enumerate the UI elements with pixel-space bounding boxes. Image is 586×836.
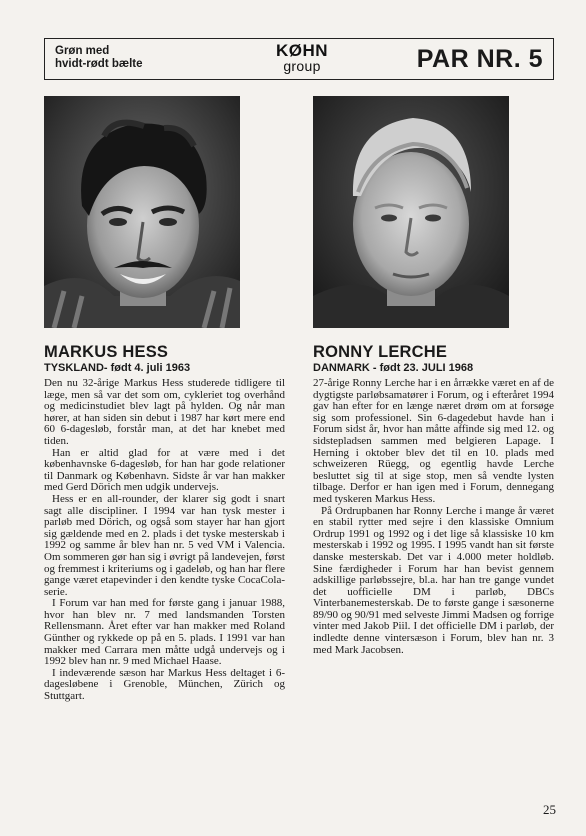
page-number: 25 [543, 802, 556, 817]
color-note [55, 45, 215, 71]
left-rider-name: MARKUS HESS [44, 343, 169, 361]
logo-bottom-text: group [283, 58, 321, 74]
right-rider-name: RONNY LERCHE [313, 343, 448, 361]
color-note-line2: hvidt-rødt bælte [55, 58, 143, 70]
right-bio-paragraph: 27-årige Ronny Lerche har i en årrække været en af de dygtigste parløbsamatører i Forum, og i efteråret 1994 gav han efter for en længe næret drøm om at forsøge sig som professionel. Sin 6-dagedebut havde han i Forum sidst år, hvor han måtte affinde sig med 12. og sidstepladsen sammen med belgieren Lapage. I Herning i oktober blev det til en 10. plads med schweizeren Rüegg, og egentlig havde Lerche besluttet sig til at sige stop, men så vendte lysten tilbage. Derfor er han igen med i Forum, dennegang med tyskeren Markus Hess. [313, 377, 554, 505]
right-rider-subtitle: DANMARK - født 23. JULI 1968 [313, 362, 474, 374]
left-bio-paragraph: I Forum var han med for første gang i januar 1988, hvor han blev nr. 7 med landsmanden Torsten Rellensmann. Året efter var han makker med Roland Günther og rykkede op på en 5. plads. I 1991 var han makker med Carrara men måtte udgå undervejs og i 1992 blev han nr. 9 med Michael Haase. [44, 597, 285, 668]
left-bio-paragraph: Han er altid glad for at være med i det københavnske 6-dagesløb, for han har gode relationer til Danmark og København. Sidste år var han makker med Gerd Dörich men udgik undervejs. [44, 446, 285, 494]
kohn-group-logo [267, 42, 337, 73]
pair-number: PAR NR. 5 [416, 45, 543, 73]
left-bio-paragraph: Den nu 32-årige Markus Hess studerede tidligere til læge, men så var det som om, cykleriet tog overhånd og medicinstudiet blev lagt på hylden. Og når man hører, at han siden sin debut i 1987 har kørt mere end 60 6-dagesløb, forstår man, at det har knebet med tiden. [44, 377, 285, 447]
header-box [44, 38, 554, 80]
left-bio-paragraph: I indeværende sæson har Markus Hess deltaget i 6-dagesløbene i Grenoble, München, Zürich og Stuttgart. [44, 666, 285, 703]
markus-hess-photo [44, 96, 240, 328]
left-bio-paragraph: Hess er en all-rounder, der klarer sig godt i snart sagt alle discipliner. I 1994 var han tysk mester i parløb med Dörich, og også som stayer har han gjort sig gældende med en 2. plads i det tyske mesterskab i 1992 og samme år blev han nr. 5 ved VM i Valencia. Om sommeren gør han sig i øvrigt på landevejen, først og fremmest i kriteriums og i gadeløb, og han har flere gange været etapevinder i den kendte tyske CocaCola-serie. [44, 492, 286, 598]
portrait-photo-icon [44, 96, 240, 328]
right-rider-bio [313, 378, 554, 656]
logo-top-text: KØHN [275, 41, 329, 60]
portrait-photo-icon [313, 96, 509, 328]
left-rider-subtitle: TYSKLAND- født 4. juli 1963 [44, 362, 191, 374]
ronny-lerche-photo [313, 96, 509, 328]
color-note-line1: Grøn med [55, 45, 110, 57]
left-rider-bio [44, 378, 285, 703]
right-bio-paragraph: På Ordrupbanen har Ronny Lerche i mange år været en stabil rytter med sejre i den klassiske Omnium Ordrup 1991 og 1992 og i det lige så klassiske 10 km mesterskab i 1992 og 1995. I 1995 vandt han sit første danske mesterskab. Det var i 4.000 meter holdløb. Sine færdigheder i Forum har han bevist gennem adskillige parløbssejre, bl.a. har han tre gange vundet det uofficielle DM i parløb, DBCs Vinterbanemesterskab. De to første gange i sæsonerne 89/90 og 90/91 med selveste Jimmi Madsen og forrige vinter med Jakob Piil. I det officielle DM i parløb, der indledte denne vintersæson i Forum, blev han nr. 3 med Mark Jacobsen. [313, 504, 554, 656]
